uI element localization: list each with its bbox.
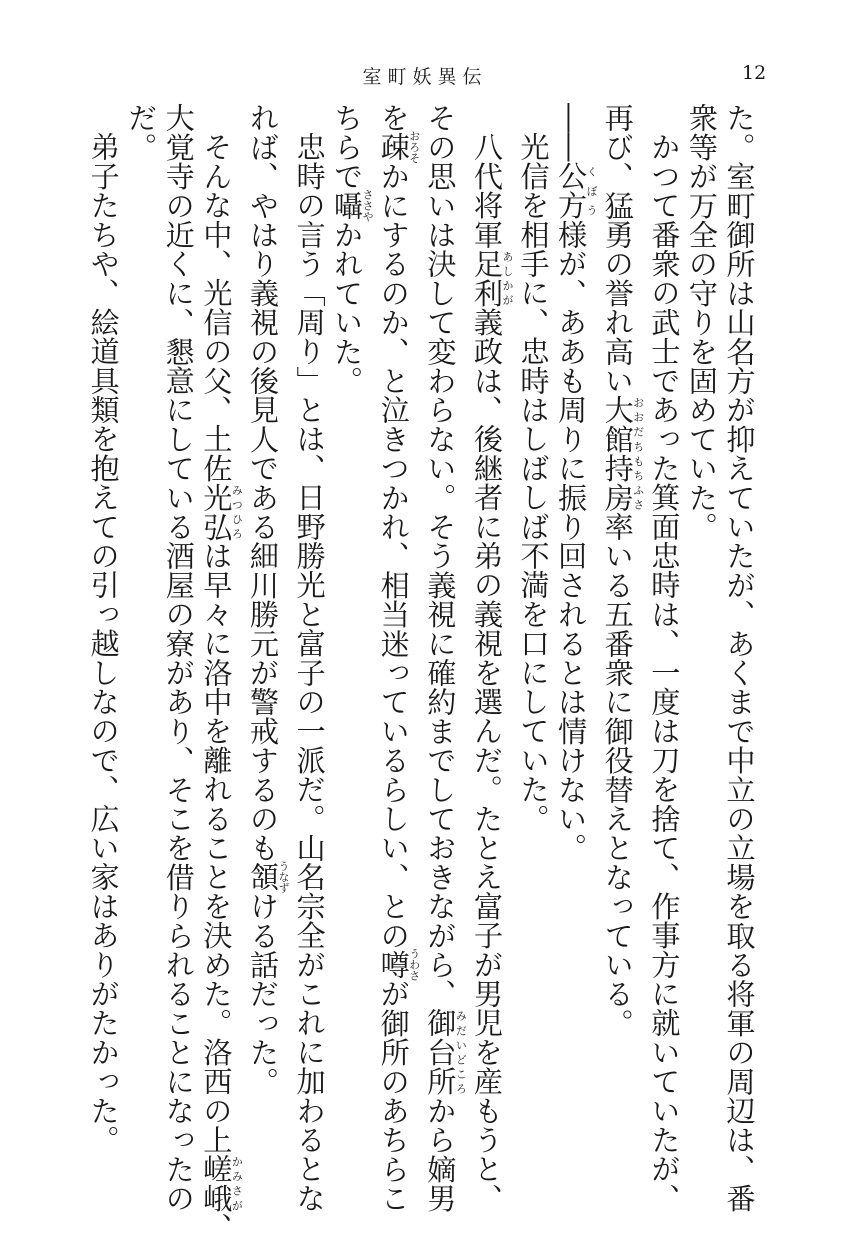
text-line: を疎おろそかにするのか、と泣きつかれ、相当迷っているらしい、との噂うわさが御所のあちらこ [376,103,421,1213]
furigana-ruby: 囁ささや [329,188,375,222]
furigana-ruby: 嵯峨かみさが [198,1154,244,1213]
page-number: 12 [742,62,767,84]
text-line: た。室町御所は山名方が抑えていたが、あくまで中立の立場を取る将軍の周辺は、番 [722,103,756,1213]
text-line: 八代将軍足利あしかが義政は、後継者に弟の義視を選んだ。たとえ富子が男児を産もうと、 [469,132,514,1213]
text-line: かつて番衆の武士であった箕面忠時は、一度は刀を捨て、作事方に就いていたが、 [646,132,681,1213]
text-line: 衆等が万全の守りを固めていた。 [684,103,719,541]
text-line: 再び、猛勇の誉れ高い大館持房おおだちもちふさ率いる五番衆に御役替えとなっている。 [600,103,645,1038]
text-line: 光信を相手に、忠時はしばしば不満を口にしていた。 [516,132,551,833]
text-line: 大覚寺の近くに、懇意にしている酒屋の寮があり、そこを借りられることになったの [161,103,196,1213]
furigana-ruby: 頷うなず [245,860,290,894]
text-line: ――公方くぼう様が、ああも周りに振り回されるとは情けない。 [553,103,599,863]
text-line: 忠時の言う「周り」とは、日野勝光と富子の一派だ。山名宗全がこれに加わるとな [292,132,327,1213]
furigana-ruby: 疎おろそ [376,130,421,164]
text-line: ちらで囁ささやかれていた。 [329,103,375,396]
furigana-ruby: 噂うわさ [376,947,421,981]
vertical-body-text [84,103,758,1242]
text-line: だ。 [123,103,158,162]
furigana-ruby: 足利あしかが [469,249,514,308]
furigana-ruby: 光弘みつひろ [198,482,244,541]
furigana-ruby: 大館持房おおだちもちふさ [600,395,645,512]
furigana-ruby: 公方くぼう [553,161,599,220]
text-line: れば、やはり義視の後見人である細川勝元が警戒するのも頷うなずける話だった。 [245,103,290,1096]
page-header-title: 室町妖異伝 [362,66,488,88]
furigana-ruby: 御台所みだいどころ [422,1008,468,1096]
text-line: そんな中、光信の父、土佐光弘みつひろは早々に洛中を離れることを決めた。洛西の上嵯峨かみさが、 [198,132,244,1242]
text-line: その思いは決して変わらない。そう義視に確約までしておきながら、御台所みだいどころから嫡男 [422,103,468,1213]
text-line: 弟子たちや、絵道具類を抱えての引っ越しなので、広い家はありがたかった。 [86,132,121,1155]
